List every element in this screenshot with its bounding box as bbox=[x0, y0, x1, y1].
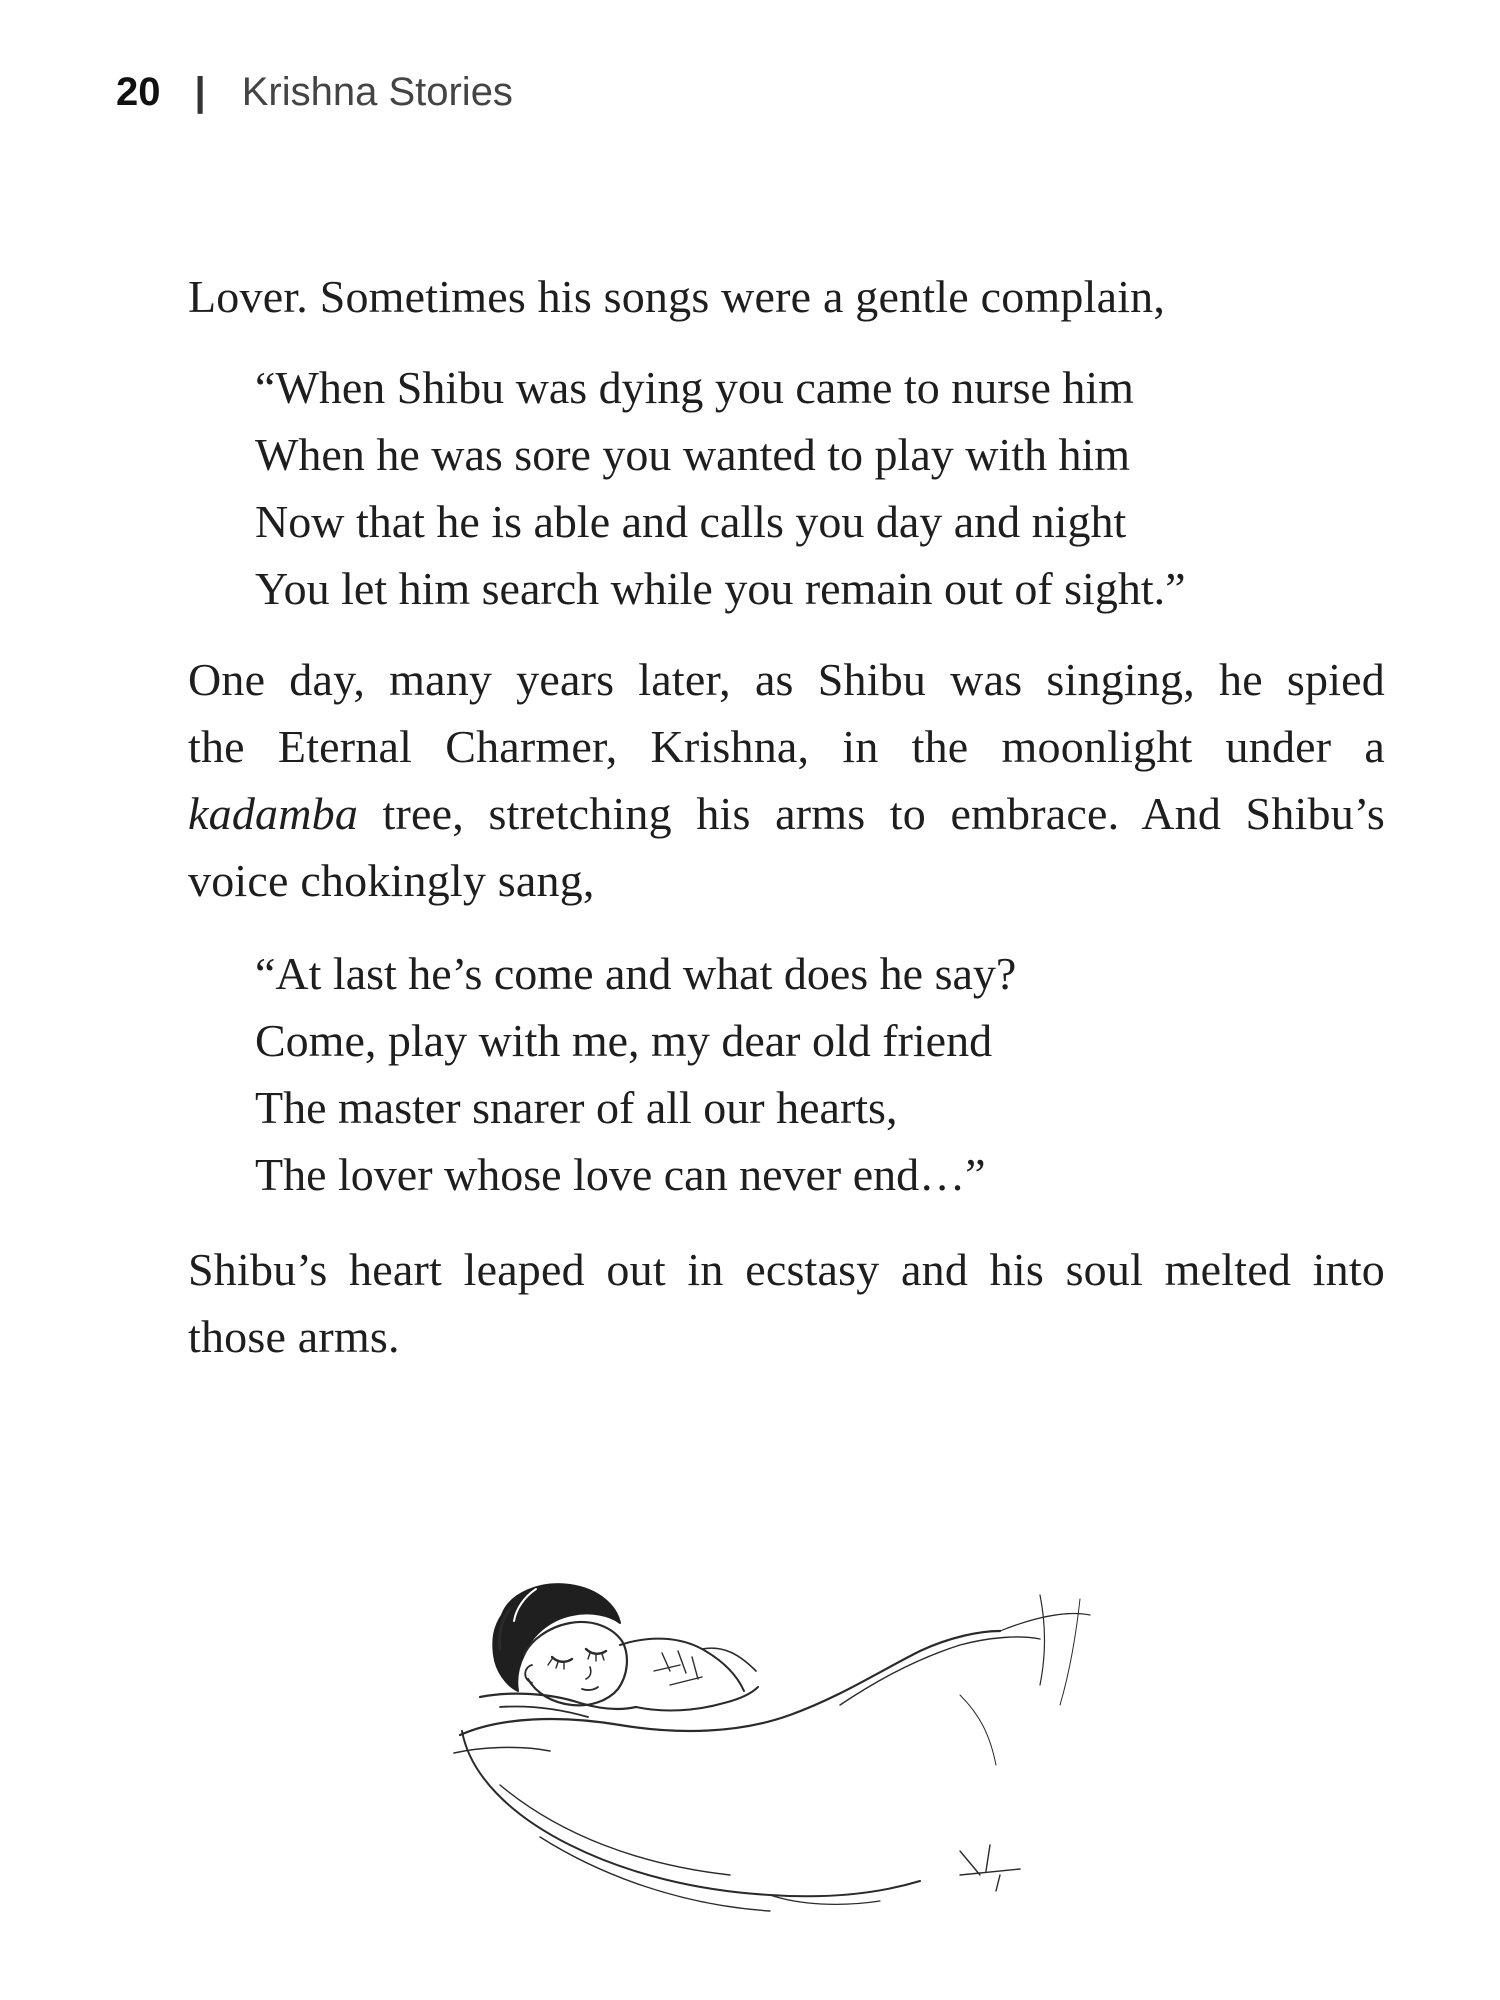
verse-2-line: Come, play with me, my dear old friend bbox=[255, 1015, 993, 1066]
paragraph-1: Lover. Sometimes his songs were a gentle complain, bbox=[188, 271, 1166, 322]
paragraph-2-line: voice chokingly sang, bbox=[188, 855, 595, 906]
paragraph-2-line-rest: tree, stretching his arms to embrace. And Shibu’s bbox=[358, 788, 1385, 839]
verse-1 bbox=[255, 354, 1186, 622]
paragraph-2-line: the Eternal Charmer, Krishna, in the moonlight under a bbox=[188, 721, 1385, 772]
header-separator: | bbox=[194, 70, 206, 114]
running-head bbox=[116, 66, 513, 118]
verse-1-line: Now that he is able and calls you day and night bbox=[255, 496, 1127, 547]
verse-2-line: “At last he’s come and what does he say? bbox=[255, 948, 1017, 999]
verse-2-line: The master snarer of all our hearts, bbox=[255, 1082, 898, 1133]
child-sleeping-in-hand-icon bbox=[440, 1575, 1120, 1935]
paragraph-3-line: those arms. bbox=[188, 1311, 400, 1362]
verse-1-line: When he was sore you wanted to play with him bbox=[255, 429, 1131, 480]
paragraph-3 bbox=[188, 1236, 1385, 1370]
kadamba-italic: kadamba bbox=[188, 788, 359, 839]
verse-1-line: “When Shibu was dying you came to nurse him bbox=[255, 362, 1134, 413]
paragraph-2-line: One day, many years later, as Shibu was singing, he spied bbox=[188, 654, 1385, 705]
verse-1-line: You let him search while you remain out of sight.” bbox=[255, 563, 1186, 614]
verse-2-line: The lover whose love can never end…” bbox=[255, 1149, 986, 1200]
paragraph-2-line bbox=[188, 780, 1385, 847]
page-number: 20 bbox=[116, 70, 161, 114]
verse-2 bbox=[255, 940, 1016, 1208]
paragraph-3-line: Shibu’s heart leaped out in ecstasy and his soul melted into bbox=[188, 1244, 1385, 1295]
paragraph-2 bbox=[188, 646, 1385, 914]
book-title: Krishna Stories bbox=[241, 70, 513, 114]
